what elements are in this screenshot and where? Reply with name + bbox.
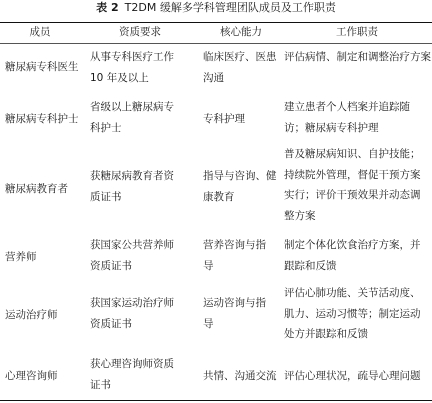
row-exercise-competency: 运动咨询与指 导 bbox=[203, 297, 266, 330]
header-competency: 核心能力 bbox=[220, 26, 262, 38]
row-psych-competency: 共情、沟通交流 bbox=[203, 370, 277, 382]
row-psych-member: 心理咨询师 bbox=[5, 370, 58, 382]
row-nurse-qualification: 省级以上糖尿病专 科护士 bbox=[90, 101, 174, 134]
row-dietitian-competency: 营养咨询与指 导 bbox=[203, 239, 266, 272]
header-qualification: 资质要求 bbox=[119, 26, 161, 38]
row-educator-qualification: 获糖尿病教育者资 质证书 bbox=[90, 170, 174, 203]
header-rule bbox=[0, 43, 432, 44]
header-member: 成员 bbox=[29, 26, 51, 38]
row-nurse-competency: 专科护理 bbox=[203, 113, 245, 125]
row-doctor-member: 糖尿病专科医生 bbox=[5, 61, 79, 73]
row-educator-member: 糖尿病教育者 bbox=[5, 183, 68, 195]
row-educator-duty: 普及糖尿病知识、自护技能； 持续院外管理，督促干预方案 实行；评价干预效果并动态调 整方案 bbox=[284, 148, 421, 222]
top-rule bbox=[0, 22, 432, 23]
row-educator-competency: 指导与咨询、健 康教育 bbox=[203, 170, 277, 203]
row-psych-duty: 评估心理状况，疏导心理问题 bbox=[284, 370, 421, 382]
row-nurse-duty: 建立患者个人档案并追踪随 访；糖尿病专科护理 bbox=[284, 101, 410, 134]
row-dietitian-member: 营养师 bbox=[5, 251, 37, 263]
row-doctor-competency: 临床医疗、医患 沟通 bbox=[203, 51, 277, 84]
row-doctor-duty: 评估病情、制定和调整治疗方案 bbox=[284, 51, 431, 63]
row-psych-qualification: 获心理咨询师资质 证书 bbox=[90, 358, 174, 391]
row-exercise-qualification: 获国家运动治疗师 资质证书 bbox=[90, 297, 174, 330]
table-title: T2DM 缓解多学科管理团队成员及工作职责 bbox=[124, 1, 336, 14]
row-dietitian-qualification: 获国家公共营养师 资质证书 bbox=[90, 239, 174, 272]
table-caption bbox=[0, 1, 432, 15]
row-exercise-member: 运动治疗师 bbox=[5, 309, 58, 321]
row-doctor-qualification: 从事专科医疗工作 10 年及以上 bbox=[90, 51, 174, 84]
bottom-rule bbox=[0, 400, 432, 401]
row-dietitian-duty: 制定个体化饮食治疗方案，并 跟踪和反馈 bbox=[284, 239, 421, 272]
row-exercise-duty: 评估心肺功能、关节活动度、 肌力、运动习惯等；制定运动 处方并跟踪和反馈 bbox=[284, 287, 421, 340]
row-nurse-member: 糖尿病专科护士 bbox=[5, 113, 79, 125]
header-duty: 工作职责 bbox=[336, 26, 378, 38]
table-number: 表 2 bbox=[96, 1, 119, 14]
